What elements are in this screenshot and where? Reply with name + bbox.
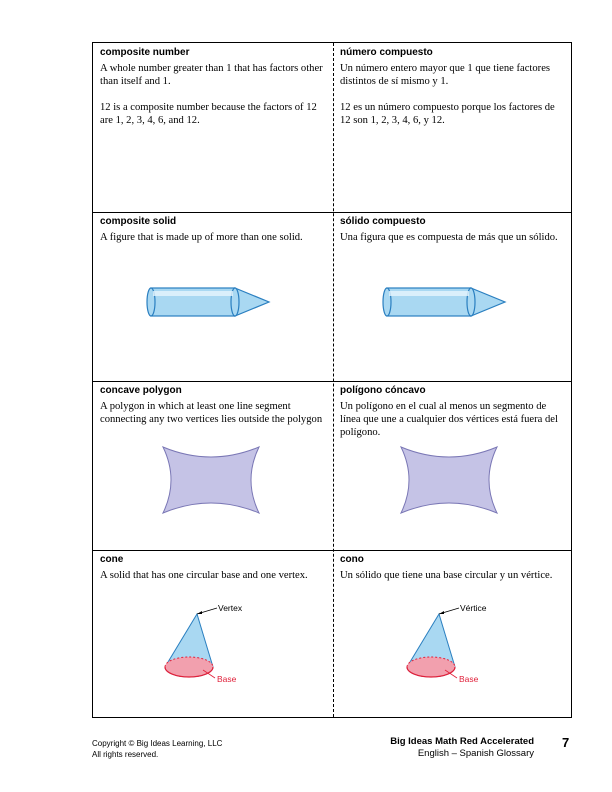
vertex-label: Vertex	[218, 603, 243, 613]
term: cone	[100, 554, 124, 565]
glossary-title: English – Spanish Glossary	[417, 748, 534, 759]
page-number: 7	[562, 735, 570, 750]
rights-text: All rights reserved.	[92, 750, 159, 759]
definition: A whole number greater than 1 that has factors other than itself and 1.	[100, 63, 323, 87]
term: sólido compuesto	[340, 216, 426, 227]
term: concave polygon	[100, 385, 182, 396]
pencil-solid-figure	[145, 282, 275, 322]
vertex-label: Vértice	[460, 603, 487, 613]
example: 12 is a composite number because the factors of 12 are 1, 2, 3, 4, 6, and 12.	[100, 102, 317, 126]
definition: Un polígono en el cual al menos un segmento de línea que une a cualquier dos vértices está fuera del polígono.	[340, 401, 558, 438]
base-label: Base	[217, 674, 237, 684]
base-label: Base	[459, 674, 479, 684]
cone-figure	[399, 602, 539, 692]
definition: Un sólido que tiene una base circular y un vértice.	[340, 570, 553, 581]
entry-concave-polygon-en	[93, 381, 333, 550]
definition: A polygon in which at least one line segment connecting any two vertices lies outside the polygon	[100, 401, 323, 425]
definition: Una figura que es compuesta de más que un sólido.	[340, 232, 558, 243]
definition: A solid that has one circular base and one vertex.	[100, 570, 308, 581]
concave-polygon-figure	[161, 445, 261, 515]
concave-polygon-figure	[399, 445, 499, 515]
entry-composite-solid-en	[93, 212, 333, 381]
copyright-text: Copyright © Big Ideas Learning, LLC	[92, 739, 223, 748]
glossary-grid	[92, 42, 572, 718]
example: 12 es un número compuesto porque los factores de 12 son 1, 2, 3, 4, 6, y 12.	[340, 102, 555, 126]
entry-composite-solid-es	[333, 212, 573, 381]
term: composite solid	[100, 216, 177, 227]
definition: Un número entero mayor que 1 que tiene factores distintos de sí mismo y 1.	[340, 63, 551, 87]
term: cono	[340, 554, 364, 565]
book-title: Big Ideas Math Red Accelerated	[390, 736, 534, 747]
definition: A figure that is made up of more than one solid.	[100, 232, 303, 243]
entry-concave-polygon-es	[333, 381, 573, 550]
pencil-solid-figure	[381, 282, 511, 322]
term: polígono cóncavo	[340, 385, 426, 396]
book-info	[390, 736, 534, 760]
copyright-notice	[92, 738, 222, 760]
entry-cone-en	[93, 550, 333, 719]
cone-figure	[157, 602, 297, 692]
entry-cone-es	[333, 550, 573, 719]
entry-composite-number-en	[93, 43, 333, 212]
term: número compuesto	[340, 47, 433, 58]
term: composite number	[100, 47, 190, 58]
entry-composite-number-es	[333, 43, 573, 212]
